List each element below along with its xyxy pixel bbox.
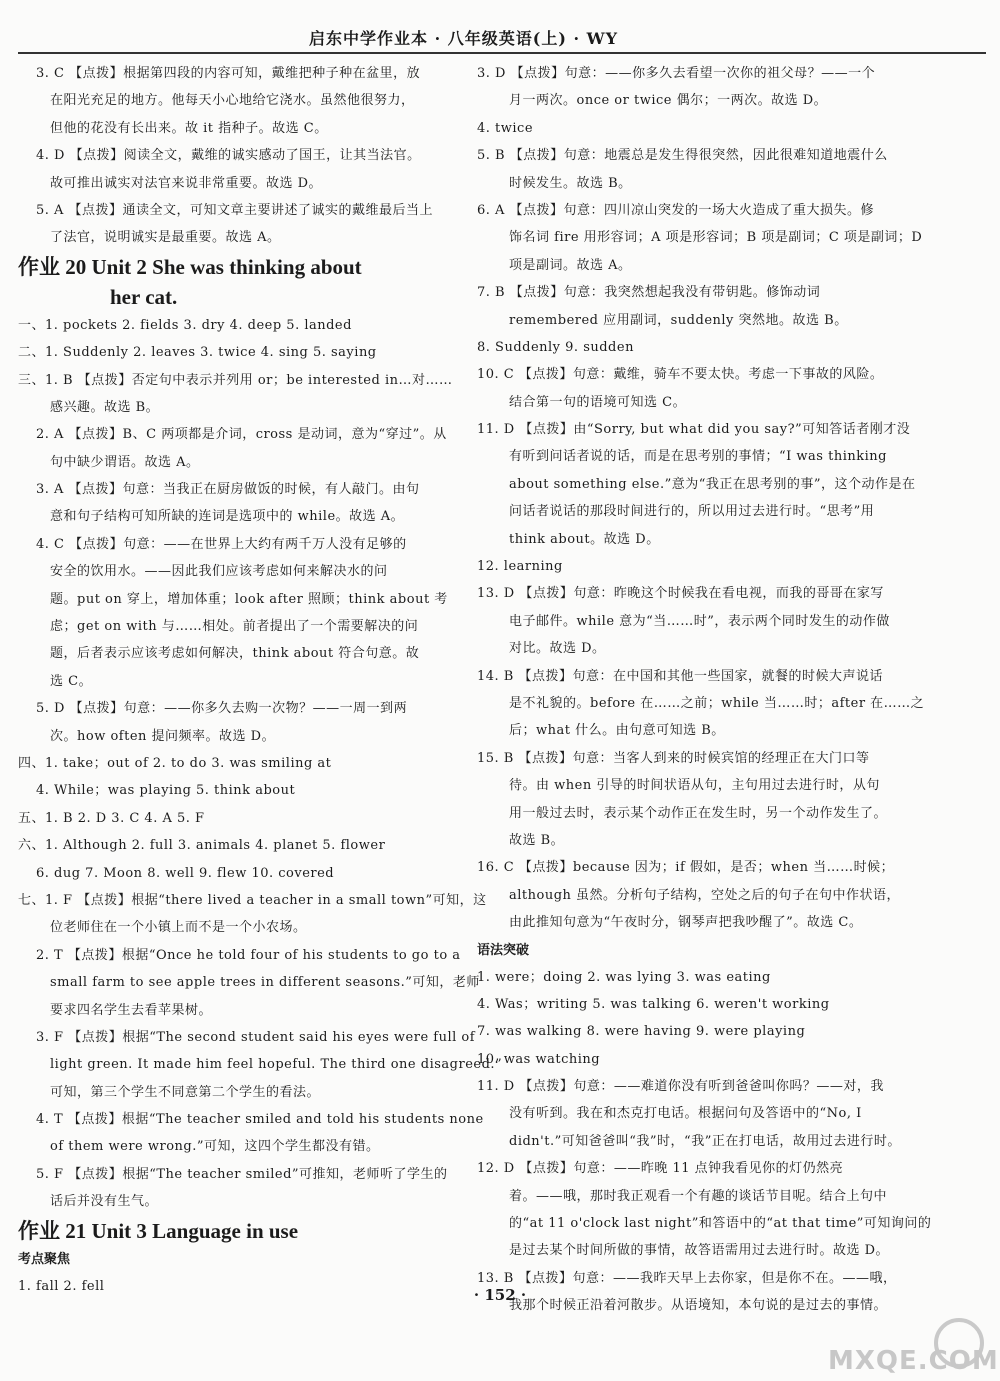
text-line: 故选 B。 xyxy=(509,832,565,848)
text-line: 2. A 【点拨】B、C 两项都是介词，cross 是动词，意为“穿过”。从 xyxy=(36,427,447,443)
text-line: 安全的饮用水。——因此我们应该考虑如何来解决水的问 xyxy=(50,564,388,580)
text-line: 5. D 【点拨】句意：——你多久去购一次物？——一周一到两 xyxy=(36,701,408,717)
text-line: 11. D 【点拨】句意：——难道你没有听到爸爸叫你吗？——对，我 xyxy=(477,1079,884,1095)
text-line: 但他的花没有长出来。故 it 指种子。故选 C。 xyxy=(50,120,328,136)
text-line: 3. D 【点拨】句意：——你多久去看望一次你的祖父母？——一个 xyxy=(477,66,876,81)
text-line: 6. dug 7. Moon 8. well 9. flew 10. covered xyxy=(36,865,335,881)
header-title: 启东中学作业本 · 八年级英语(上) · WY xyxy=(309,29,618,48)
text-line: 由此推知句意为“午夜时分，钢琴声把我吵醒了”。故选 C。 xyxy=(509,915,863,931)
text-line: think about。故选 D。 xyxy=(509,531,660,547)
text-line: 位老师住在一个小镇上而不是一个小农场。 xyxy=(50,920,307,936)
text-line: 12. D 【点拨】句意：——昨晚 11 点钟我看见你的灯仍然亮 xyxy=(477,1161,844,1177)
text-line: 5. B 【点拨】句意：地震总是发生得很突然，因此很难知道地震什么 xyxy=(477,148,888,164)
text-line: 13. D 【点拨】句意：昨晚这个时候我在看电视，而我的哥哥在家写 xyxy=(477,586,884,602)
text-line: 7. was walking 8. were having 9. were playing xyxy=(477,1024,806,1040)
subsection-title: 语法突破 xyxy=(477,942,530,958)
text-line: 是过去某个时间所做的事情，故答语需用过去进行时。故选 D。 xyxy=(509,1243,890,1259)
text-line: 结合第一句的语境可知选 C。 xyxy=(509,394,687,410)
text-line: 对比。故选 D。 xyxy=(509,641,606,657)
watermark-logo xyxy=(820,1318,999,1378)
text-line: 着。——哦，那时我正观看一个有趣的谈话节目呢。结合上句中 xyxy=(509,1188,888,1204)
section-heading: 作业 21 Unit 3 Language in use xyxy=(18,1218,299,1243)
text-line: 用一般过去时，表示某个动作正在发生时，另一个动作发生了。 xyxy=(509,805,888,821)
text-line: 1. were；doing 2. was lying 3. was eating xyxy=(477,969,771,985)
text-line: 16. C 【点拨】because 因为；if 假如，是否；when 当……时候； xyxy=(477,860,895,876)
text-line: 8. Suddenly 9. sudden xyxy=(477,339,634,355)
text-line: 15. B 【点拨】句意：当客人到来的时候宾馆的经理正在大门口等 xyxy=(477,750,870,766)
text-line: 饰名词 fire 用形容词；A 项是形容词；B 项是副词；C 项是副词；D xyxy=(509,230,923,246)
text-line: 6. A 【点拨】句意：四川凉山突发的一场大火造成了重大损失。修 xyxy=(477,202,875,218)
text-line: 四、1. take；out of 2. to do 3. was smiling at xyxy=(18,755,332,771)
text-line: 感兴趣。故选 B。 xyxy=(50,399,160,415)
text-line: 12. learning xyxy=(477,559,563,575)
text-line: 题。put on 穿上，增加体重；look after 照顾；think about 考 xyxy=(50,591,448,607)
text-line: didn't.”可知爸爸叫“我”时，“我”正在打电话，故用过去进行时。 xyxy=(509,1133,901,1149)
text-line: 3. C 【点拨】根据第四段的内容可知，戴维把种子种在盆里，放 xyxy=(36,66,421,81)
text-line: 题，后者表示应该考虑如何解决，think about 符合句意。故 xyxy=(50,646,420,662)
text-line: 我那个时候正沿着河散步。从语境知，本句说的是过去的事情。 xyxy=(509,1298,888,1314)
text-line: 10. was watching xyxy=(477,1051,601,1067)
text-line: small farm to see apple trees in different seasons.”可知，老师 xyxy=(50,975,480,991)
text-line: 二、1. Suddenly 2. leaves 3. twice 4. sing 5. saying xyxy=(18,345,377,361)
page-number: · 152 · xyxy=(473,1286,527,1304)
text-line: 在阳光充足的地方。他每天小心地给它浇水。虽然他很努力， xyxy=(50,93,415,109)
text-line: remembered 应用副词，suddenly 突然地。故选 B。 xyxy=(509,312,848,328)
text-line: 11. D 【点拨】由“Sorry, but what did you say?”可知答话者刚才没 xyxy=(477,422,911,438)
watermark-text: MXQE.COM xyxy=(828,1346,999,1376)
text-line: 三、1. B 【点拨】否定句中表示并列用 or；be interested in…对…… xyxy=(18,372,453,388)
text-line: 问话者说话的那段时间进行的，所以用过去进行时。“思考”用 xyxy=(509,504,875,520)
text-line: 可知，第三个学生不同意第二个学生的看法。 xyxy=(50,1084,321,1100)
text-line: 话后并没有生气。 xyxy=(50,1194,159,1210)
text-line: 待。由 when 引导的时间状语从句，主句用过去进行时，从句 xyxy=(509,778,880,794)
text-line: 意和句子结构可知所缺的连词是选项中的 while。故选 A。 xyxy=(50,509,405,525)
text-line: 虑；get on with 与……相处。前者提出了一个需要解决的问 xyxy=(50,619,419,635)
text-line: 5. A 【点拨】通读全文，可知文章主要讲述了诚实的戴维最后当上 xyxy=(36,202,434,218)
running-header xyxy=(18,22,986,54)
text-line: 4. Was；writing 5. was talking 6. weren't working xyxy=(477,996,830,1012)
text-line: light green. It made him feel hopeful. The third one disagreed.” xyxy=(50,1057,503,1073)
section-heading: 作业 20 Unit 2 She was thinking about xyxy=(18,254,362,279)
text-line: 5. F 【点拨】根据“The teacher smiled”可推知，老师听了学生的 xyxy=(36,1166,448,1182)
text-line: about something else.”意为“我正在思考别的事”，这个动作是在 xyxy=(509,476,916,492)
text-line: 没有听到。我在和杰克打电话。根据问句及答语中的“No, I xyxy=(509,1106,862,1122)
text-line: 故可推出诚实对法官来说非常重要。故选 D。 xyxy=(50,175,323,191)
left-column xyxy=(18,60,503,1300)
text-line: 14. B 【点拨】句意：在中国和其他一些国家，就餐的时候大声说话 xyxy=(477,668,883,684)
text-line: 时候发生。故选 B。 xyxy=(509,175,632,191)
text-line: 句中缺少谓语。故选 A。 xyxy=(50,454,200,470)
text-line: 一、1. pockets 2. fields 3. dry 4. deep 5. landed xyxy=(18,317,352,333)
text-line: 的“at 11 o'clock last night”和答语中的“at that time”可知询问的 xyxy=(509,1216,932,1232)
text-line: 了法官，说明诚实是最重要。故选 A。 xyxy=(50,230,281,246)
text-line: 电子邮件。while 意为“当……时”，表示两个同时发生的动作做 xyxy=(509,613,890,629)
section-heading: her cat. xyxy=(110,284,178,309)
right-column xyxy=(477,60,932,1320)
text-line: 1. fall 2. fell xyxy=(18,1278,105,1294)
text-line: 4. D 【点拨】阅读全文，戴维的诚实感动了国王，让其当法官。 xyxy=(36,148,421,164)
text-line: 后；what 什么。由句意可知选 B。 xyxy=(509,723,725,739)
text-line: 4. T 【点拨】根据“The teacher smiled and told his students none xyxy=(36,1112,484,1128)
text-line: 次。how often 提问频率。故选 D。 xyxy=(50,728,276,744)
text-line: 五、1. B 2. D 3. C 4. A 5. F xyxy=(18,810,205,826)
text-line: 是不礼貌的。before 在……之前；while 当……时；after 在……之 xyxy=(509,695,925,711)
text-line: although 虽然。分析句子结构，空处之后的句子在句中作状语， xyxy=(509,887,901,903)
text-line: 项是副词。故选 A。 xyxy=(509,257,632,273)
text-line: 七、1. F 【点拨】根据“there lived a teacher in a small town”可知，这 xyxy=(18,892,487,908)
text-line: 月一两次。once or twice 偶尔；一两次。故选 D。 xyxy=(509,93,828,109)
text-line: 7. B 【点拨】句意：我突然想起我没有带钥匙。修饰动词 xyxy=(477,285,821,301)
text-line: 选 C。 xyxy=(50,673,93,689)
text-line: of them were wrong.”可知，这四个学生都没有错。 xyxy=(50,1139,380,1155)
text-line: 3. F 【点拨】根据“The second student said his eyes were full of xyxy=(36,1029,476,1045)
text-line: 10. C 【点拨】句意：戴维，骑车不要太快。考虑一下事故的风险。 xyxy=(477,367,884,383)
text-line: 2. T 【点拨】根据“Once he told four of his students to go to a xyxy=(36,947,461,963)
text-line: 要求四名学生去看苹果树。 xyxy=(50,1002,213,1018)
text-line: 13. B 【点拨】句意：——我昨天早上去你家，但是你不在。——哦， xyxy=(477,1270,897,1286)
text-line: 4. twice xyxy=(477,120,534,136)
text-line: 3. A 【点拨】句意：当我正在厨房做饭的时候，有人敲门。由句 xyxy=(36,482,420,498)
text-line: 4. While；was playing 5. think about xyxy=(36,783,296,799)
subsection-title: 考点聚焦 xyxy=(18,1251,71,1267)
text-line: 六、1. Although 2. full 3. animals 4. planet 5. flower xyxy=(18,838,386,854)
text-line: 有听到问话者说的话，而是在思考别的事情；“I was thinking xyxy=(509,449,887,465)
text-line: 4. C 【点拨】句意：——在世界上大约有两千万人没有足够的 xyxy=(36,536,407,552)
